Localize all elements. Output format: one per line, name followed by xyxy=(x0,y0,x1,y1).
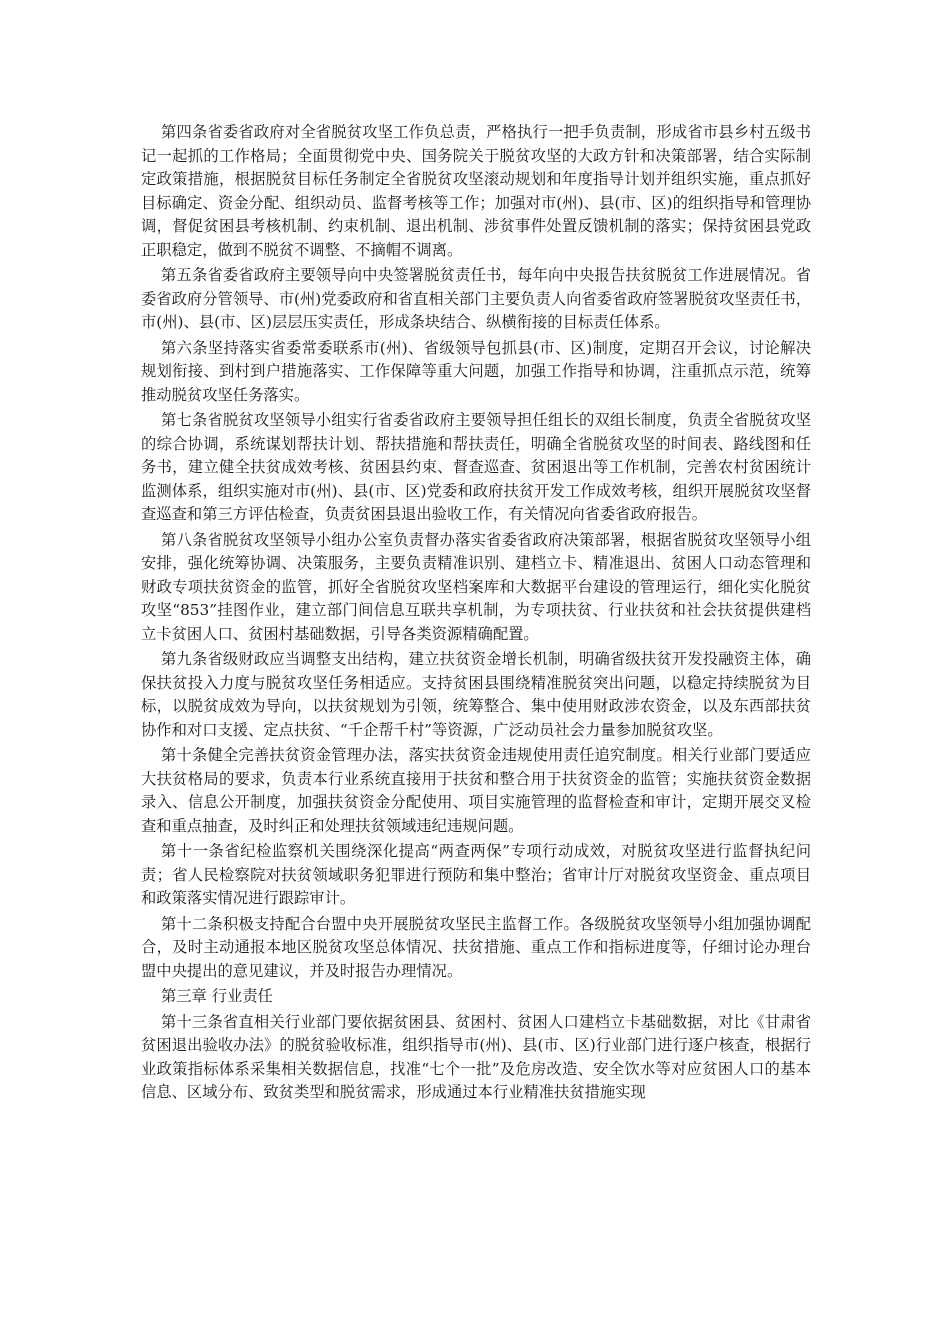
article-9-paragraph: 第九条省级财政应当调整支出结构，建立扶贫资金增长机制，明确省级扶贫开发投融资主体，确保扶贫投入力度与脱贫攻坚任务相适应。支持贫困县围绕精准脱贫突出问题，以稳定持续脱贫为目标，以脱贫成效为导向，以扶贫规划为引领，统筹整合、集中使用财政涉农资金，以及东西部扶贫协作和对口支援、定点扶贫、“千企帮千村”等资源，广泛动员社会力量参加脱贫攻坚。 xyxy=(141,650,811,739)
chapter-heading: 第三章 行业责任 xyxy=(161,987,273,1005)
article-7-paragraph: 第七条省脱贫攻坚领导小组实行省委省政府主要领导担任组长的双组长制度，负责全省脱贫攻坚的综合协调，系统谋划帮扶计划、帮扶措施和帮扶责任，明确全省脱贫攻坚的时间表、路线图和任务书，建立健全扶贫成效考核、贫困县约束、督查巡查、贫困退出等工作机制，完善农村贫困统计监测体系，组织实施对市(州)、县(市、区)党委和政府扶贫开发工作成效考核，组织开展脱贫攻坚督查巡查和第三方评估检查，负责贫困县退出验收工作，有关情况向省委省政府报告。 xyxy=(141,411,811,523)
document-body xyxy=(141,121,811,1107)
article-12-paragraph: 第十二条积极支持配合台盟中央开展脱贫攻坚民主监督工作。各级脱贫攻坚领导小组加强协调配合，及时主动通报本地区脱贫攻坚总体情况、扶贫措施、重点工作和指标进度等，仔细讨论办理台盟中央提出的意见建议，并及时报告办理情况。 xyxy=(141,914,811,980)
article-11-paragraph: 第十一条省纪检监察机关围绕深化提高“两查两保”专项行动成效，对脱贫攻坚进行监督执纪问责；省人民检察院对扶贫领域职务犯罪进行预防和集中整治；省审计厅对脱贫攻坚资金、重点项目和政策落实情况进行跟踪审计。 xyxy=(141,842,811,907)
article-13-paragraph: 第十三条省直相关行业部门要依据贫困县、贫困村、贫困人口建档立卡基础数据，对比《甘肃省贫困退出验收办法》的脱贫验收标准，组织指导市(州)、县(市、区)行业部门进行逐户核查，根据行业政策指标体系采集相关数据信息，找准“七个一批”及危房改造、安全饮水等对应贫困人口的基本信息、区域分布、致贫类型和脱贫需求，形成通过本行业精准扶贫措施实现 xyxy=(141,1012,811,1101)
article-8-paragraph: 第八条省脱贫攻坚领导小组办公室负责督办落实省委省政府决策部署，根据省脱贫攻坚领导小组安排，强化统筹协调、决策服务，主要负责精准识别、建档立卡、精准退出、贫困人口动态管理和财政专项扶贫资金的监管，抓好全省脱贫攻坚档案库和大数据平台建设的管理运行，细化实化脱贫攻坚“853”挂图作业，建立部门间信息互联共享机制，为专项扶贫、行业扶贫和社会扶贫提供建档立卡贫困人口、贫困村基础数据，引导各类资源精确配置。 xyxy=(141,530,811,643)
article-5-paragraph: 第五条省委省政府主要领导向中央签署脱贫责任书，每年向中央报告扶贫脱贫工作进展情况。省委省政府分管领导、市(州)党委政府和省直相关部门主要负责人向省委省政府签署脱贫攻坚责任书，市(州)、县(市、区)层层压实责任，形成条块结合、纵横衔接的目标责任体系。 xyxy=(141,266,811,331)
article-6-paragraph: 第六条坚持落实省委常委联系市(州)、省级领导包抓县(市、区)制度，定期召开会议，讨论解决规划衔接、到村到户措施落实、工作保障等重大问题，加强工作指导和协调，注重抓点示范，统筹推动脱贫攻坚任务落实。 xyxy=(141,338,811,404)
article-10-paragraph: 第十条健全完善扶贫资金管理办法，落实扶贫资金违规使用责任追究制度。相关行业部门要适应大扶贫格局的要求，负责本行业系统直接用于扶贫和整合用于扶贫资金的监管；实施扶贫资金数据录入、信息公开制度，加强扶贫资金分配使用、项目实施管理的监督检查和审计，定期开展交叉检查和重点抽查，及时纠正和处理扶贫领域违纪违规问题。 xyxy=(141,746,811,835)
article-4-paragraph: 第四条省委省政府对全省脱贫攻坚工作负总责，严格执行一把手负责制，形成省市县乡村五级书记一起抓的工作格局；全面贯彻党中央、国务院关于脱贫攻坚的大政方针和决策部署，结合实际制定政策措施，根据脱贫目标任务制定全省脱贫攻坚滚动规划和年度指导计划并组织实施，重点抓好目标确定、资金分配、组织动员、监督考核等工作；加强对市(州)、县(市、区)的组织指导和管理协调，督促贫困县考核机制、约束机制、退出机制、涉贫事件处置反馈机制的落实；保持贫困县党政正职稳定，做到不脱贫不调整、不摘帽不调离。 xyxy=(141,123,811,259)
